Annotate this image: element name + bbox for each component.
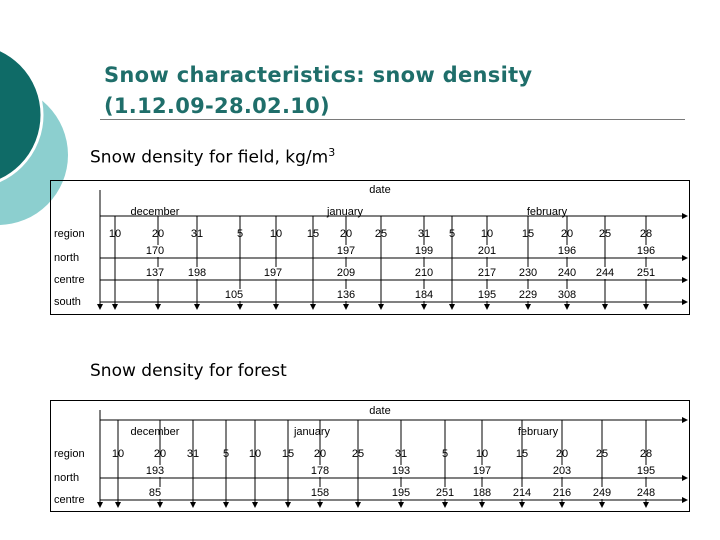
field-density-value: 195 — [477, 289, 497, 301]
forest-region-label: north — [54, 472, 80, 484]
field-day-arrow-head — [602, 304, 608, 310]
forest-day-arrow-head — [398, 502, 404, 508]
field-month-label: january — [326, 206, 364, 218]
slide-title — [104, 60, 704, 122]
field-day-label: 20 — [339, 228, 353, 240]
title-line-2: (1.12.09-28.02.10) — [104, 94, 330, 118]
field-heading-text: Snow density for field, kg/m — [90, 147, 329, 168]
field-date-label: date — [369, 184, 391, 196]
forest-day-arrow-head — [317, 502, 323, 508]
field-date-axis-head — [682, 213, 688, 219]
forest-day-arrow-head — [190, 502, 196, 508]
field-day-label: 31 — [190, 228, 204, 240]
field-density-value: 199 — [414, 245, 434, 257]
forest-day-arrow-head — [157, 502, 163, 508]
forest-day-label: 25 — [595, 448, 609, 460]
field-month-label: december — [130, 206, 180, 218]
forest-date-axis-start-head — [97, 502, 103, 508]
forest-day-label: 28 — [639, 448, 653, 460]
field-day-label: 15 — [521, 228, 535, 240]
forest-density-value: 85 — [148, 487, 162, 499]
field-density-value: 308 — [557, 289, 577, 301]
forest-month-label: december — [130, 426, 180, 438]
field-heading — [90, 146, 335, 168]
forest-day-label: 15 — [515, 448, 529, 460]
forest-day-label: 20 — [555, 448, 569, 460]
forest-day-label: 5 — [441, 448, 449, 460]
forest-month-label: february — [517, 426, 559, 438]
forest-density-value: 195 — [636, 465, 656, 477]
forest-density-value: 251 — [435, 487, 455, 499]
forest-day-arrow-head — [559, 502, 565, 508]
field-month-label: february — [526, 206, 568, 218]
field-row-line-head — [682, 255, 688, 261]
field-density-value: 196 — [557, 245, 577, 257]
forest-day-arrow-head — [479, 502, 485, 508]
field-day-label: 31 — [417, 228, 431, 240]
field-row-line-head — [682, 299, 688, 305]
forest-day-arrow-head — [599, 502, 605, 508]
forest-density-value: 216 — [552, 487, 572, 499]
forest-density-value: 158 — [310, 487, 330, 499]
forest-density-value: 249 — [592, 487, 612, 499]
field-day-label: 25 — [598, 228, 612, 240]
field-density-table — [50, 180, 690, 315]
forest-day-label: 10 — [111, 448, 125, 460]
title-divider — [100, 119, 685, 120]
field-density-value: 201 — [477, 245, 497, 257]
forest-density-value: 197 — [472, 465, 492, 477]
field-day-label: 10 — [269, 228, 283, 240]
field-density-value: 251 — [636, 267, 656, 279]
field-day-arrow-head — [378, 304, 384, 310]
forest-density-value: 195 — [391, 487, 411, 499]
field-day-arrow-head — [564, 304, 570, 310]
forest-density-value: 248 — [636, 487, 656, 499]
field-day-label: 28 — [639, 228, 653, 240]
field-day-label: 10 — [480, 228, 494, 240]
forest-row-line-head — [682, 497, 688, 503]
field-day-arrow-head — [237, 304, 243, 310]
field-density-value: 240 — [557, 267, 577, 279]
forest-row-line-head — [682, 475, 688, 481]
field-day-label: 20 — [151, 228, 165, 240]
forest-density-value: 193 — [145, 465, 165, 477]
field-density-value: 244 — [595, 267, 615, 279]
field-density-value: 210 — [414, 267, 434, 279]
forest-density-value: 214 — [512, 487, 532, 499]
forest-date-axis-head — [682, 417, 688, 423]
forest-region-axis-label: region — [54, 448, 85, 460]
forest-density-value: 188 — [472, 487, 492, 499]
forest-day-label: 10 — [248, 448, 262, 460]
field-day-arrow-head — [449, 304, 455, 310]
field-row-line-head — [682, 277, 688, 283]
forest-day-arrow-head — [115, 502, 121, 508]
field-day-label: 5 — [448, 228, 456, 240]
field-day-arrow-head — [643, 304, 649, 310]
field-density-value: 105 — [224, 289, 244, 301]
forest-region-label: centre — [54, 494, 85, 506]
field-density-value: 170 — [145, 245, 165, 257]
forest-date-label: date — [369, 405, 391, 417]
forest-day-label: 31 — [186, 448, 200, 460]
forest-day-label: 10 — [475, 448, 489, 460]
field-day-arrow-head — [273, 304, 279, 310]
forest-day-arrow-head — [519, 502, 525, 508]
forest-day-arrow-head — [355, 502, 361, 508]
field-day-label: 25 — [374, 228, 388, 240]
forest-day-label: 31 — [394, 448, 408, 460]
forest-day-arrow-head — [223, 502, 229, 508]
field-day-arrow-head — [112, 304, 118, 310]
field-day-arrow-head — [155, 304, 161, 310]
forest-day-arrow-head — [442, 502, 448, 508]
field-density-value: 217 — [477, 267, 497, 279]
field-day-label: 10 — [108, 228, 122, 240]
field-day-arrow-head — [310, 304, 316, 310]
field-density-value: 137 — [145, 267, 165, 279]
field-density-value: 197 — [336, 245, 356, 257]
field-heading-superscript: 3 — [328, 146, 336, 159]
field-day-label: 5 — [236, 228, 244, 240]
field-density-value: 229 — [518, 289, 538, 301]
field-density-value: 230 — [518, 267, 538, 279]
field-date-axis-start-head — [97, 304, 103, 310]
field-day-arrow-head — [343, 304, 349, 310]
forest-day-arrow-head — [252, 502, 258, 508]
field-day-label: 20 — [560, 228, 574, 240]
field-day-arrow-head — [421, 304, 427, 310]
forest-day-label: 20 — [313, 448, 327, 460]
field-density-value: 184 — [414, 289, 434, 301]
field-region-axis-label: region — [54, 228, 85, 240]
field-density-value: 196 — [636, 245, 656, 257]
field-region-label: south — [54, 296, 81, 308]
field-day-arrow-head — [525, 304, 531, 310]
forest-day-label: 5 — [222, 448, 230, 460]
forest-day-label: 20 — [153, 448, 167, 460]
field-density-value: 198 — [187, 267, 207, 279]
field-region-label: centre — [54, 274, 85, 286]
forest-day-arrow-head — [285, 502, 291, 508]
title-line-1: Snow characteristics: snow density — [104, 63, 533, 87]
forest-day-arrow-head — [643, 502, 649, 508]
field-density-value: 197 — [263, 267, 283, 279]
forest-day-label: 25 — [351, 448, 365, 460]
forest-density-value: 178 — [310, 465, 330, 477]
forest-density-table — [50, 400, 690, 512]
forest-day-label: 15 — [281, 448, 295, 460]
forest-density-value: 193 — [391, 465, 411, 477]
field-density-value: 209 — [336, 267, 356, 279]
forest-heading: Snow density for forest — [90, 361, 287, 381]
field-day-arrow-head — [194, 304, 200, 310]
field-density-value: 136 — [336, 289, 356, 301]
field-region-label: north — [54, 252, 80, 264]
field-day-label: 15 — [306, 228, 320, 240]
field-day-arrow-head — [484, 304, 490, 310]
forest-density-value: 203 — [552, 465, 572, 477]
forest-month-label: january — [293, 426, 331, 438]
